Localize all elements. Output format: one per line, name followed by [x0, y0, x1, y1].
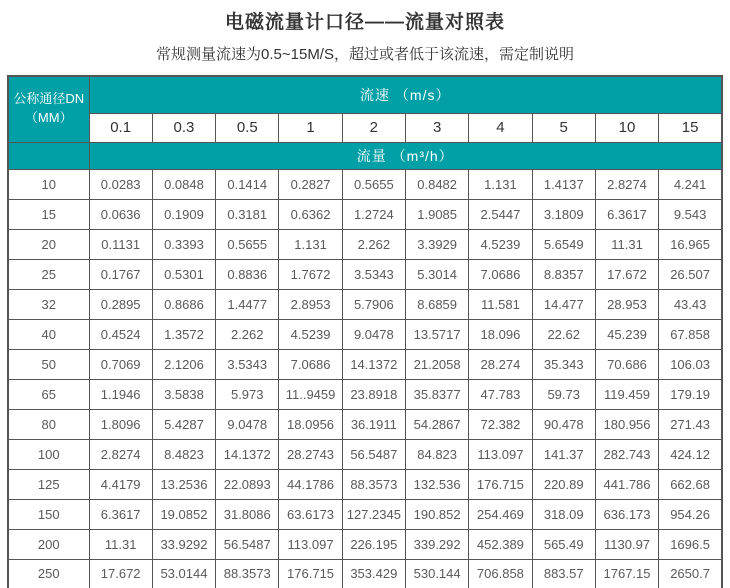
flow-value-cell: 179.19 — [659, 379, 722, 409]
velocity-value-cell: 4 — [469, 113, 532, 142]
flow-value-cell: 8.6859 — [405, 289, 468, 319]
flow-value-cell: 0.6362 — [279, 199, 342, 229]
flow-value-cell: 28.2743 — [279, 439, 342, 469]
flow-value-cell: 35.343 — [532, 349, 595, 379]
table-row — [8, 319, 722, 349]
velocity-value-cell: 15 — [659, 113, 722, 142]
flow-value-cell: 441.786 — [595, 469, 658, 499]
flow-value-cell: 1.4477 — [216, 289, 279, 319]
flow-value-cell: 3.5838 — [152, 379, 215, 409]
dn-cell: 32 — [8, 289, 89, 319]
flow-value-cell: 5.3014 — [405, 259, 468, 289]
flow-value-cell: 17.672 — [89, 559, 152, 588]
dn-cell: 80 — [8, 409, 89, 439]
flow-band-header: 流量 （m³/h） — [89, 142, 722, 169]
flow-value-cell: 26.507 — [659, 259, 722, 289]
flow-value-cell: 43.43 — [659, 289, 722, 319]
flow-value-cell: 954.26 — [659, 499, 722, 529]
flow-value-cell: 271.43 — [659, 409, 722, 439]
table-row — [8, 439, 722, 469]
flow-value-cell: 2.262 — [216, 319, 279, 349]
flow-value-cell: 530.144 — [405, 559, 468, 588]
flow-value-cell: 6.3617 — [595, 199, 658, 229]
flow-value-cell: 28.274 — [469, 349, 532, 379]
flow-value-cell: 1696.5 — [659, 529, 722, 559]
flow-value-cell: 33.9292 — [152, 529, 215, 559]
table-row — [8, 499, 722, 529]
flow-value-cell: 220.89 — [532, 469, 595, 499]
velocity-value-cell: 0.3 — [152, 113, 215, 142]
flow-value-cell: 9.543 — [659, 199, 722, 229]
flow-value-cell: 1767.15 — [595, 559, 658, 588]
flow-value-cell: 0.1131 — [89, 229, 152, 259]
table-row — [8, 529, 722, 559]
flow-value-cell: 16.965 — [659, 229, 722, 259]
flow-value-cell: 88.3573 — [216, 559, 279, 588]
table-row — [8, 229, 722, 259]
flow-value-cell: 2.8274 — [595, 169, 658, 199]
flow-value-cell: 36.1911 — [342, 409, 405, 439]
dn-cell: 20 — [8, 229, 89, 259]
flow-value-cell: 1.7672 — [279, 259, 342, 289]
table-row — [8, 259, 722, 289]
flow-value-cell: 45.239 — [595, 319, 658, 349]
table-row — [8, 169, 722, 199]
flow-value-cell: 0.8482 — [405, 169, 468, 199]
flow-comparison-table — [7, 75, 723, 588]
flow-value-cell: 636.173 — [595, 499, 658, 529]
flow-value-cell: 13.2536 — [152, 469, 215, 499]
flow-band-row — [8, 142, 722, 169]
table-row — [8, 289, 722, 319]
flow-value-cell: 0.1909 — [152, 199, 215, 229]
flow-value-cell: 883.57 — [532, 559, 595, 588]
flow-value-cell: 339.292 — [405, 529, 468, 559]
flow-value-cell: 21.2058 — [405, 349, 468, 379]
flow-value-cell: 0.7069 — [89, 349, 152, 379]
velocity-value-cell: 5 — [532, 113, 595, 142]
velocity-value-cell: 1 — [279, 113, 342, 142]
flow-value-cell: 0.2895 — [89, 289, 152, 319]
flow-value-cell: 44.1786 — [279, 469, 342, 499]
flow-value-cell: 5.7906 — [342, 289, 405, 319]
table-row — [8, 379, 722, 409]
flow-value-cell: 14.1372 — [342, 349, 405, 379]
flow-value-cell: 662.68 — [659, 469, 722, 499]
flow-value-cell: 4.5239 — [469, 229, 532, 259]
flow-value-cell: 254.469 — [469, 499, 532, 529]
flow-value-cell: 180.956 — [595, 409, 658, 439]
dn-cell: 40 — [8, 319, 89, 349]
flow-value-cell: 56.5487 — [342, 439, 405, 469]
flow-value-cell: 0.0848 — [152, 169, 215, 199]
velocity-band-header: 流速 （m/s） — [89, 76, 722, 113]
flow-value-cell: 5.973 — [216, 379, 279, 409]
flow-value-cell: 141.37 — [532, 439, 595, 469]
flow-value-cell: 5.6549 — [532, 229, 595, 259]
flow-value-cell: 5.4287 — [152, 409, 215, 439]
flow-value-cell: 13.5717 — [405, 319, 468, 349]
flow-value-cell: 3.5343 — [342, 259, 405, 289]
flow-value-cell: 11.31 — [89, 529, 152, 559]
flow-value-cell: 22.0893 — [216, 469, 279, 499]
dn-cell: 250 — [8, 559, 89, 588]
flow-value-cell: 0.8686 — [152, 289, 215, 319]
flow-value-cell: 1.2724 — [342, 199, 405, 229]
flow-value-cell: 28.953 — [595, 289, 658, 319]
page-subtitle: 常规测量流速为0.5~15M/S，超过或者低于该流速，需定制说明 — [156, 46, 574, 63]
flow-value-cell: 119.459 — [595, 379, 658, 409]
flow-value-cell: 0.1767 — [89, 259, 152, 289]
flow-value-cell: 63.6173 — [279, 499, 342, 529]
flow-value-cell: 0.5655 — [342, 169, 405, 199]
velocity-value-cell: 3 — [405, 113, 468, 142]
flow-value-cell: 176.715 — [279, 559, 342, 588]
flow-value-cell: 88.3573 — [342, 469, 405, 499]
corner-header-line1: 公称通径DN — [13, 91, 85, 107]
velocity-value-cell: 10 — [595, 113, 658, 142]
flow-value-cell: 2.5447 — [469, 199, 532, 229]
flow-value-cell: 54.2867 — [405, 409, 468, 439]
flow-value-cell: 11..9459 — [279, 379, 342, 409]
flow-value-cell: 2.1206 — [152, 349, 215, 379]
flow-value-cell: 11.31 — [595, 229, 658, 259]
flow-table-body — [8, 169, 722, 588]
flow-value-cell: 0.5301 — [152, 259, 215, 289]
velocity-values-row — [8, 113, 722, 142]
flow-value-cell: 1.4137 — [532, 169, 595, 199]
table-row — [8, 469, 722, 499]
flow-value-cell: 190.852 — [405, 499, 468, 529]
corner-header-dn — [8, 76, 89, 142]
flow-value-cell: 1.131 — [279, 229, 342, 259]
flow-value-cell: 0.0283 — [89, 169, 152, 199]
table-row — [8, 199, 722, 229]
table-row — [8, 349, 722, 379]
flow-value-cell: 1130.97 — [595, 529, 658, 559]
flow-value-cell: 318.09 — [532, 499, 595, 529]
flow-value-cell: 18.096 — [469, 319, 532, 349]
flow-value-cell: 11.581 — [469, 289, 532, 319]
dn-cell: 125 — [8, 469, 89, 499]
flow-value-cell: 113.097 — [469, 439, 532, 469]
flow-value-cell: 17.672 — [595, 259, 658, 289]
flow-value-cell: 0.3393 — [152, 229, 215, 259]
flow-value-cell: 4.241 — [659, 169, 722, 199]
flow-value-cell: 132.536 — [405, 469, 468, 499]
header-row-top — [8, 76, 722, 113]
flow-value-cell: 1.1946 — [89, 379, 152, 409]
flow-value-cell: 2.262 — [342, 229, 405, 259]
flow-value-cell: 0.4524 — [89, 319, 152, 349]
page-title: 电磁流量计口径——流量对照表 — [224, 12, 505, 33]
corner-header-line2: （MM） — [24, 110, 73, 126]
velocity-value-cell: 0.5 — [216, 113, 279, 142]
flow-value-cell: 1.9085 — [405, 199, 468, 229]
flow-value-cell: 2.8953 — [279, 289, 342, 319]
flow-value-cell: 31.8086 — [216, 499, 279, 529]
flow-value-cell: 7.0686 — [279, 349, 342, 379]
flow-value-cell: 8.4823 — [152, 439, 215, 469]
flow-value-cell: 3.5343 — [216, 349, 279, 379]
flow-value-cell: 53.0144 — [152, 559, 215, 588]
flow-value-cell: 7.0686 — [469, 259, 532, 289]
flow-value-cell: 282.743 — [595, 439, 658, 469]
dn-cell: 100 — [8, 439, 89, 469]
flow-value-cell: 113.097 — [279, 529, 342, 559]
flow-value-cell: 9.0478 — [342, 319, 405, 349]
flow-value-cell: 59.73 — [532, 379, 595, 409]
flow-value-cell: 0.8836 — [216, 259, 279, 289]
flow-value-cell: 1.8096 — [89, 409, 152, 439]
flow-value-cell: 1.3572 — [152, 319, 215, 349]
dn-cell: 65 — [8, 379, 89, 409]
dn-cell: 15 — [8, 199, 89, 229]
flow-value-cell: 706.858 — [469, 559, 532, 588]
flow-value-cell: 1.131 — [469, 169, 532, 199]
flow-value-cell: 0.5655 — [216, 229, 279, 259]
flow-value-cell: 4.4179 — [89, 469, 152, 499]
flow-value-cell: 70.686 — [595, 349, 658, 379]
flow-value-cell: 4.5239 — [279, 319, 342, 349]
flow-value-cell: 0.2827 — [279, 169, 342, 199]
dn-cell: 150 — [8, 499, 89, 529]
flow-value-cell: 565.49 — [532, 529, 595, 559]
flow-value-cell: 35.8377 — [405, 379, 468, 409]
dn-cell: 25 — [8, 259, 89, 289]
flow-band-spacer-cell — [8, 142, 89, 169]
flow-value-cell: 2650.7 — [659, 559, 722, 588]
flow-value-cell: 67.858 — [659, 319, 722, 349]
flow-value-cell: 106.03 — [659, 349, 722, 379]
flow-value-cell: 0.1414 — [216, 169, 279, 199]
flow-value-cell: 8.8357 — [532, 259, 595, 289]
flow-value-cell: 19.0852 — [152, 499, 215, 529]
flow-value-cell: 3.1809 — [532, 199, 595, 229]
dn-cell: 10 — [8, 169, 89, 199]
flow-value-cell: 0.3181 — [216, 199, 279, 229]
flow-value-cell: 176.715 — [469, 469, 532, 499]
flow-value-cell: 84.823 — [405, 439, 468, 469]
flow-value-cell: 56.5487 — [216, 529, 279, 559]
flow-value-cell: 127.2345 — [342, 499, 405, 529]
flow-value-cell: 72.382 — [469, 409, 532, 439]
table-row — [8, 409, 722, 439]
flow-value-cell: 9.0478 — [216, 409, 279, 439]
flow-value-cell: 2.8274 — [89, 439, 152, 469]
flow-value-cell: 452.389 — [469, 529, 532, 559]
flow-value-cell: 3.3929 — [405, 229, 468, 259]
table-row — [8, 559, 722, 588]
velocity-value-cell: 0.1 — [89, 113, 152, 142]
flow-value-cell: 424.12 — [659, 439, 722, 469]
flow-value-cell: 353.429 — [342, 559, 405, 588]
flow-value-cell: 47.783 — [469, 379, 532, 409]
flow-value-cell: 90.478 — [532, 409, 595, 439]
flow-value-cell: 0.0636 — [89, 199, 152, 229]
flow-value-cell: 18.0956 — [279, 409, 342, 439]
flow-value-cell: 14.1372 — [216, 439, 279, 469]
flow-value-cell: 22.62 — [532, 319, 595, 349]
dn-cell: 200 — [8, 529, 89, 559]
flow-value-cell: 14.477 — [532, 289, 595, 319]
flow-value-cell: 226.195 — [342, 529, 405, 559]
dn-cell: 50 — [8, 349, 89, 379]
flow-value-cell: 23.8918 — [342, 379, 405, 409]
flow-value-cell: 6.3617 — [89, 499, 152, 529]
velocity-value-cell: 2 — [342, 113, 405, 142]
